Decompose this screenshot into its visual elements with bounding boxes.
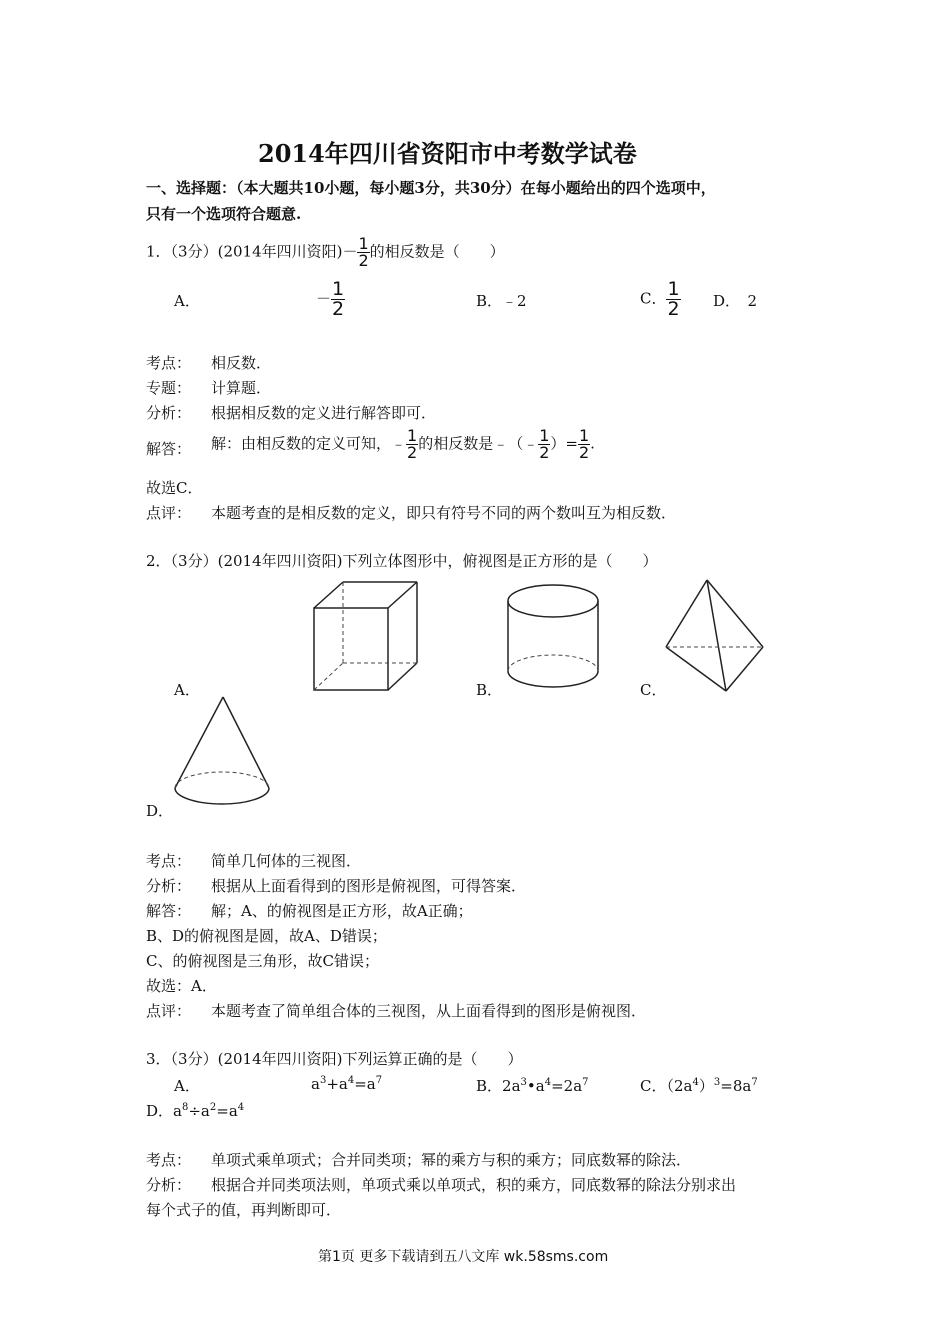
q1-jieda-frac-3 [578,428,590,461]
q1-option-a-value [316,280,345,319]
q2-option-c-label: C． [640,681,667,699]
q2-jieda-label: 解答： [146,902,192,920]
q2-option-b-label: B． [476,681,503,699]
q1-suffix: 的相反数是（ ） [369,242,505,261]
q1-option-c-fraction [666,280,680,319]
q1-zhuanti: 计算题． [211,379,272,397]
q1-option-a-label: A． [174,292,200,310]
q1-option-c-den: 2 [667,298,680,320]
q1-jieda-frac-2-den: 2 [539,443,550,462]
q1-jieda [211,428,595,461]
q1-frac-num: 1 [358,234,369,253]
q3-kaodian-label: 考点： [146,1151,192,1169]
q1-option-c-label: C． [640,289,667,308]
q1-option-a-sign: － [316,289,332,308]
q1-option-c [640,280,681,319]
q3-option-b: B．$2a^3•a^4=2a^7$ [476,1077,589,1095]
q1-jieda-frac-3-den: 2 [578,443,590,462]
q1-frac-den: 2 [358,251,369,270]
cube-figure [300,575,440,700]
q3-option-d: D．$a^8\div a^2=a^4$ [146,1102,245,1120]
q1-jieda-d: . [590,434,595,453]
q3-option-a-expr: $a^3+a^4=a^7$ [311,1075,383,1093]
q3-kaodian: 单项式乘单项式；合并同类项；幂的乘方与积的乘方；同底数幂的除法． [211,1151,692,1169]
q1-dianping-label: 点评： [146,504,192,522]
q1-fraction [357,236,369,269]
q1-guxuan: 故选C． [146,479,203,497]
q1-jieda-a: 解：由相反数的定义可知，﹣ [211,434,407,453]
q2-line3: C、的俯视图是三角形，故C错误； [146,952,379,970]
q3-stem: 3．（3分）(2014年四川资阳)下列运算正确的是（ ） [146,1050,523,1068]
q3-fenxi-line1: 根据合并同类项法则，单项式乘以单项式，积的乘方，同底数幂的除法分别求出 [211,1176,737,1194]
q2-stem: 2．（3分）(2014年四川资阳)下列立体图形中，俯视图是正方形的是（ ） [146,552,658,570]
page-title: 2014年四川省资阳市中考数学试卷 [258,139,637,168]
q2-dianping: 本题考查了简单组合体的三视图，从上面看得到的图形是俯视图． [211,1002,647,1020]
q1-dianping: 本题考查的是相反数的定义，即只有符号不同的两个数叫互为相反数． [211,504,677,522]
q1-option-d: D． 2 [713,292,758,310]
q1-jieda-frac-1-num: 1 [407,426,418,445]
q2-kaodian-label: 考点： [146,852,192,870]
q2-fenxi: 根据从上面看得到的图形是俯视图，可得答案． [211,877,527,895]
q3-option-c: C．$(2a^4)^3=8a^7$ [640,1077,758,1095]
q1-jieda-frac-2-num: 1 [539,426,550,445]
q2-jieda: 解；A、的俯视图是正方形，故A正确； [211,902,473,920]
q2-fenxi-label: 分析： [146,877,192,895]
q3-option-a-label: A． [174,1077,200,1095]
q1-zhuanti-label: 专题： [146,379,192,397]
q3-option-c-label: C． [640,1077,667,1095]
q2-dianping-label: 点评： [146,1002,192,1020]
page-footer: 第1页 更多下载请到五八文库 wk.58sms.com [318,1249,609,1265]
q2-line2: B、D的俯视图是圆，故A、D错误； [146,927,387,945]
q1-kaodian: 相反数． [211,354,272,372]
q1-jieda-b: 的相反数是﹣（﹣ [418,434,539,453]
q2-kaodian: 简单几何体的三视图． [211,852,362,870]
q1-option-a-den: 2 [332,298,345,320]
q1-option-a-fraction [331,280,345,319]
q1-jieda-frac-3-num: 1 [578,426,590,445]
q1-option-a-num: 1 [332,278,345,300]
q2-line4: 故选：A． [146,977,217,995]
q1-stem [146,236,505,269]
cone-figure [165,690,280,815]
q1-jieda-c: ）= [550,434,578,453]
q1-jieda-frac-1 [406,428,418,461]
q1-jieda-frac-1-den: 2 [407,443,418,462]
q1-prefix: 1．（3分）(2014年四川资阳) [146,242,343,261]
q3-option-b-label: B． [476,1077,503,1095]
cylinder-figure [500,575,610,700]
q1-option-c-num: 1 [667,278,680,300]
q3-option-d-label: D． [146,1102,174,1120]
q1-jieda-frac-2 [538,428,550,461]
q3-fenxi-line2: 每个式子的值，再判断即可． [146,1201,342,1219]
q1-sign: － [342,242,358,261]
section-header-line1: 一、选择题：（本大题共10小题，每小题3分，共30分）在每小题给出的四个选项中， [146,179,716,197]
q1-fenxi-label: 分析： [146,404,192,422]
q1-jieda-label: 解答： [146,440,192,458]
q2-option-d-label: D． [146,802,174,820]
section-header-line2: 只有一个选项符合题意. [146,205,302,223]
q1-kaodian-label: 考点： [146,354,192,372]
q1-option-b: B．﹣2 [476,292,527,310]
q2-option-a-label: A． [174,681,200,699]
q3-fenxi-label: 分析： [146,1176,192,1194]
q1-fenxi: 根据相反数的定义进行解答即可． [211,404,437,422]
pyramid-figure [660,575,775,700]
